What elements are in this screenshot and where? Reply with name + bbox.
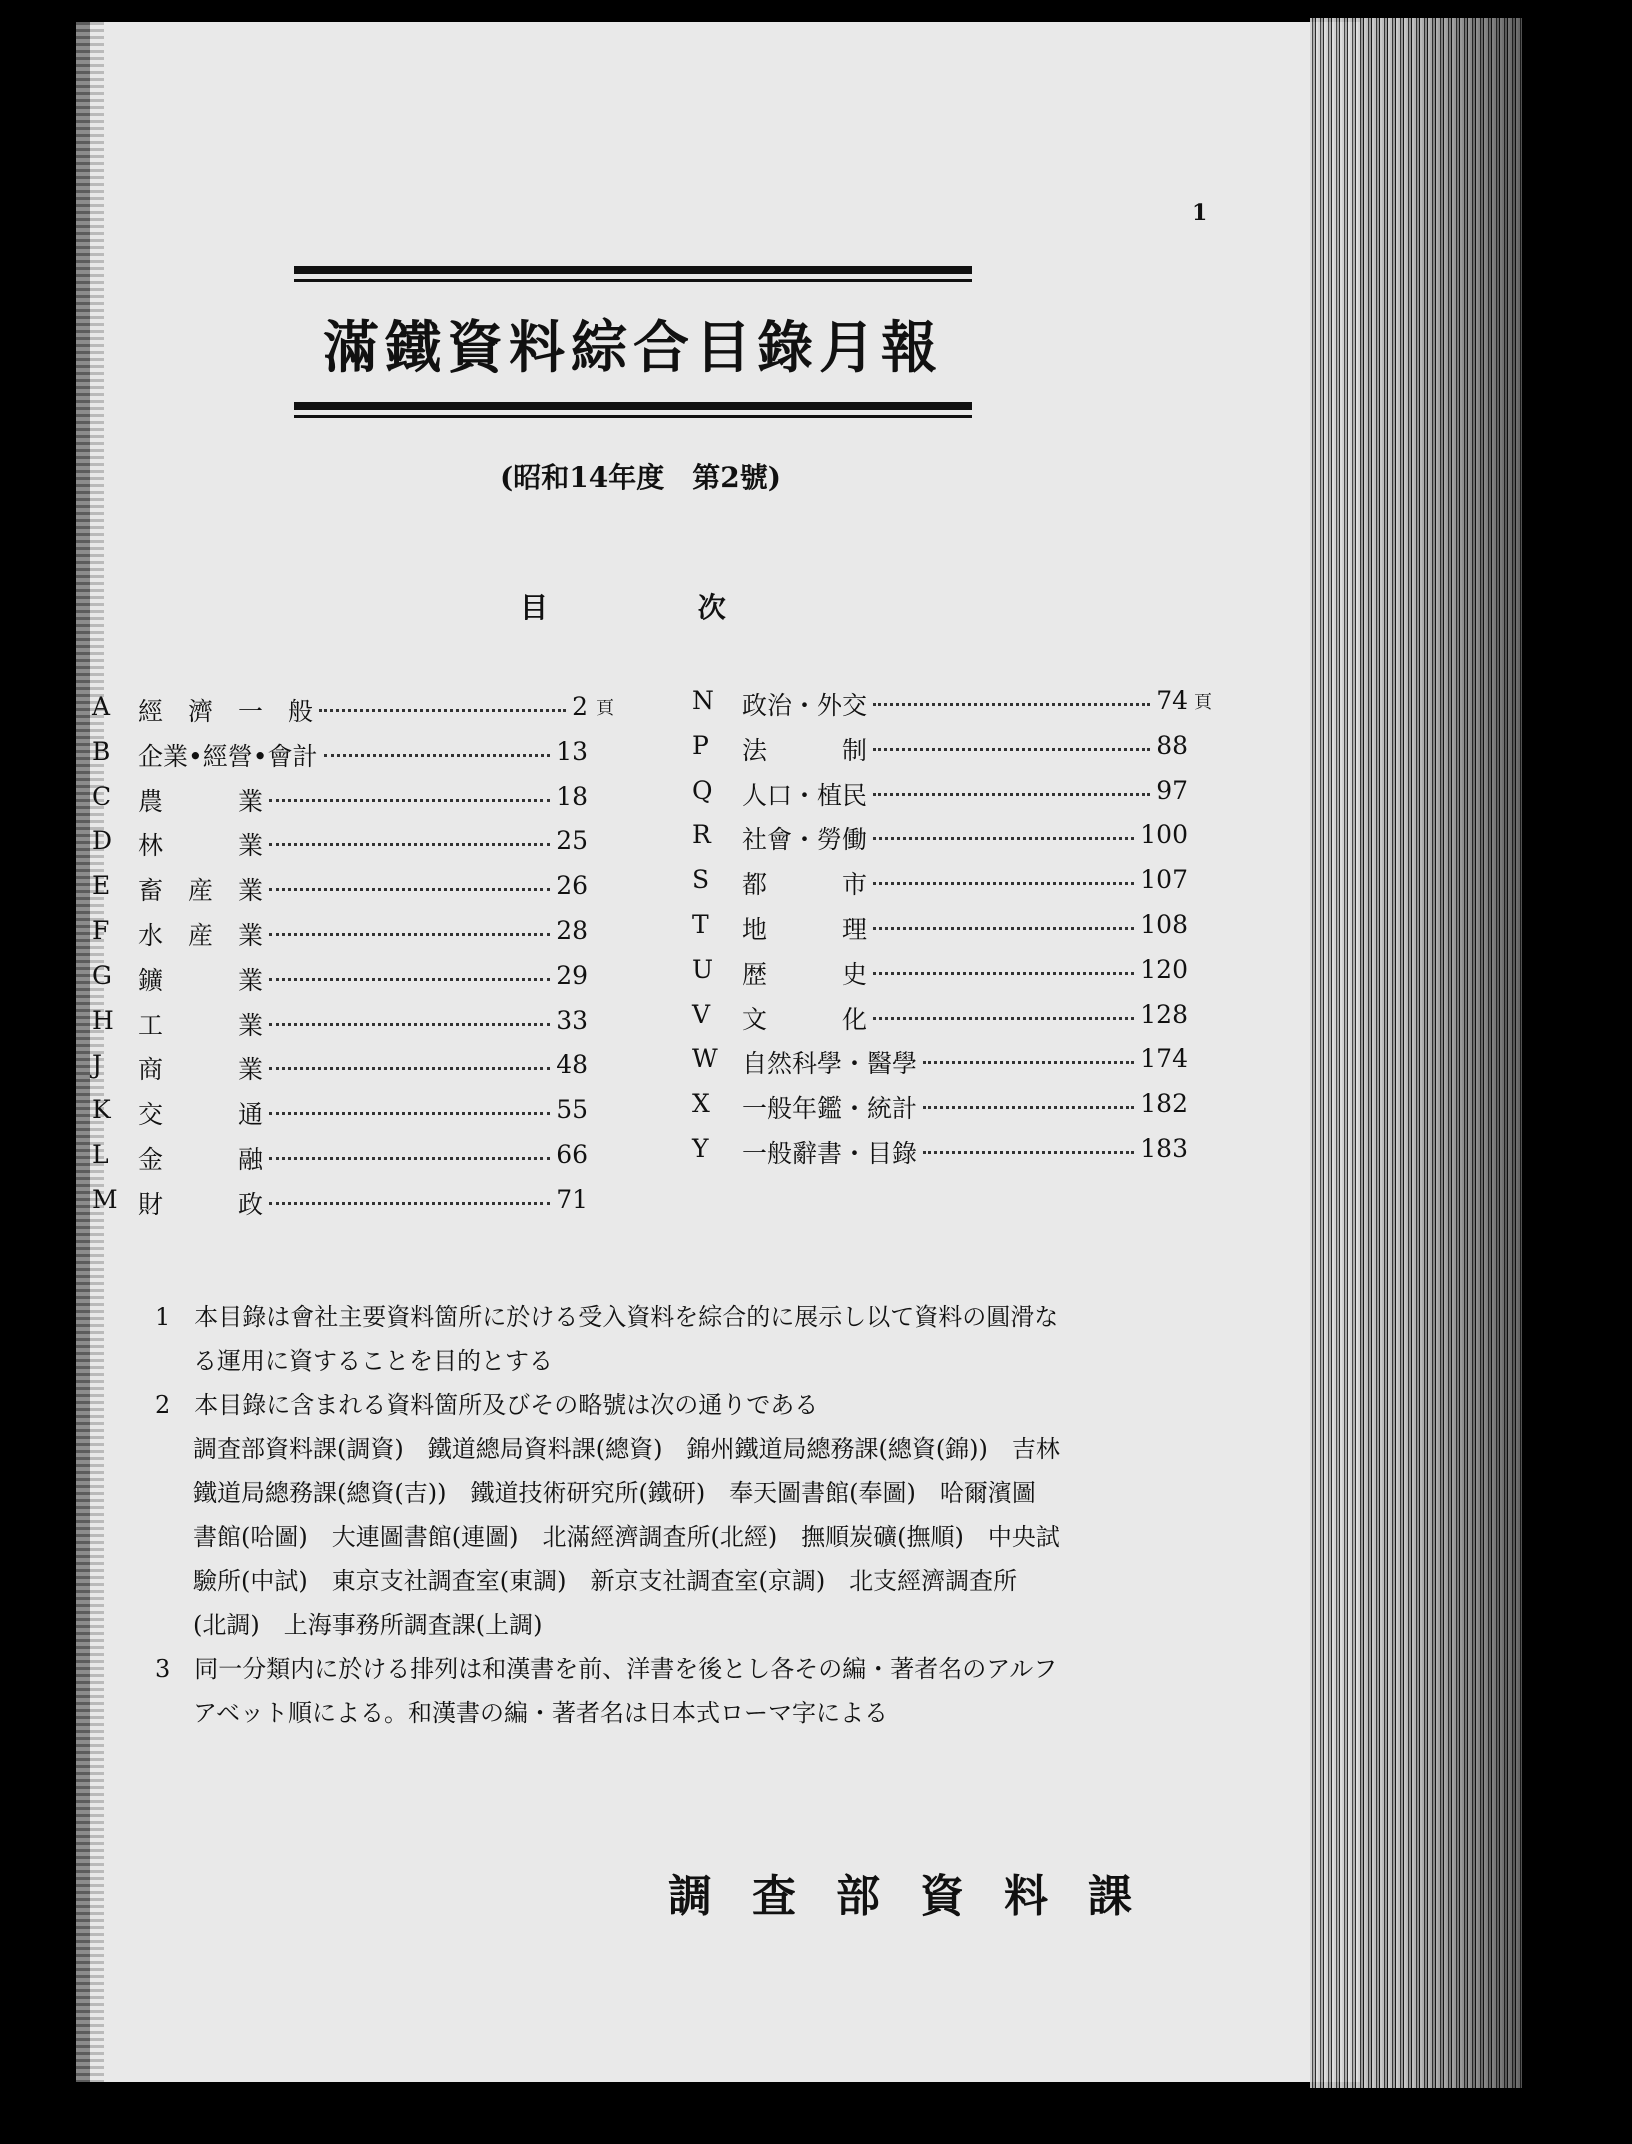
- toc-entry: [692, 955, 1212, 1000]
- toc-left-column: [92, 692, 612, 1230]
- toc-entry: [692, 865, 1212, 910]
- source-list-line-1: 調査部資料課(調資) 鐵道總局資料課(總資) 錦州鐵道局總務課(總資(錦)) 吉林: [193, 1435, 1060, 1463]
- toc-entry-letter: R: [692, 820, 711, 850]
- title-rule-top: [294, 266, 972, 274]
- toc-leader-dots: [873, 882, 1134, 885]
- toc-entry-name: 政治・外交: [742, 691, 868, 720]
- toc-entry-letter: T: [692, 909, 709, 939]
- toc-entry-name: 一般辭書・目錄: [742, 1138, 918, 1168]
- toc-leader-dots: [873, 703, 1150, 706]
- toc-entry: [692, 910, 1212, 955]
- toc-entry: [692, 820, 1212, 865]
- toc-entry-letter: N: [692, 686, 714, 715]
- toc-entry: [692, 1044, 1212, 1089]
- note-3-line-1: 3 同一分類内に於ける排列は和漢書を前、洋書を後とし各その編・著者名のアルフ: [155, 1655, 1058, 1683]
- toc-entry: [92, 1095, 612, 1140]
- toc-entry-name: 金 融: [138, 1144, 264, 1174]
- toc-entry-page: 108: [1140, 909, 1188, 939]
- toc-leader-dots: [319, 709, 566, 712]
- toc-leader-dots: [873, 837, 1134, 840]
- toc-entry-page: 48: [556, 1050, 588, 1080]
- toc-entry-page: 18: [556, 781, 588, 811]
- toc-entry-name: 水 産 業: [138, 920, 264, 950]
- toc-entry-name: 人口・植民: [742, 780, 868, 810]
- toc-entry: [92, 782, 612, 827]
- title-rule-bottom-thin: [294, 415, 972, 418]
- toc-entry-letter: A: [92, 692, 111, 721]
- toc-entry-name: 都 市: [742, 870, 868, 900]
- toc-entry-name: 自然科學・醫學: [742, 1049, 918, 1079]
- toc-entry-letter: L: [92, 1139, 109, 1169]
- toc-leader-dots: [269, 843, 550, 846]
- issue-label: (昭和14年度 第2號): [500, 461, 781, 494]
- book-edge-shadow: [1400, 18, 1540, 2088]
- toc-leader-dots: [269, 933, 550, 936]
- toc-entry-name: 農 業: [138, 786, 264, 816]
- toc-entry-name: 林 業: [138, 831, 264, 861]
- toc-leader-dots: [269, 799, 550, 802]
- toc-leader-dots: [873, 748, 1150, 751]
- toc-leader-dots: [873, 1017, 1134, 1020]
- toc-entry-letter: G: [92, 960, 112, 990]
- toc-entry-letter: S: [692, 865, 710, 895]
- toc-entry-page: 183: [1140, 1133, 1188, 1163]
- toc-entry-page: 74: [1156, 686, 1188, 715]
- toc-entry: [92, 1006, 612, 1051]
- toc-entry: [92, 916, 612, 961]
- contents-heading-1: 目: [520, 591, 549, 624]
- toc-entry-page: 174: [1140, 1044, 1188, 1074]
- title-rule-bottom: [294, 402, 972, 410]
- toc-entry-page: 29: [556, 960, 588, 990]
- toc-leader-dots: [873, 927, 1134, 930]
- toc-entry-name: 工 業: [138, 1010, 264, 1040]
- source-list-line-3: 書館(哈圖) 大連圖書館(連圖) 北滿經濟調査所(北經) 撫順炭礦(撫順) 中央試: [193, 1523, 1060, 1551]
- toc-entry-page: 66: [556, 1139, 588, 1169]
- toc-entry-name: 交 通: [138, 1100, 264, 1130]
- toc-entry: [692, 731, 1212, 776]
- toc-entry-name: 一般年鑑・統計: [742, 1094, 918, 1124]
- toc-entry-name: 社會・勞働: [742, 825, 868, 855]
- toc-entry-page: 97: [1156, 775, 1188, 805]
- toc-entry-name: 地 理: [742, 914, 868, 944]
- toc-entry-page: 88: [1156, 730, 1188, 760]
- toc-entry-page: 13: [556, 736, 588, 766]
- toc-entry: [692, 1000, 1212, 1045]
- department-name: 調査部資料課: [668, 1871, 1172, 1922]
- toc-entry: [92, 1185, 612, 1230]
- toc-entry-page: 2: [572, 692, 588, 721]
- toc-entry-page: 120: [1140, 954, 1188, 984]
- toc-entry-page: 28: [556, 915, 588, 945]
- toc-leader-dots: [269, 888, 550, 891]
- toc-entry: [92, 692, 612, 737]
- toc-entry-letter: U: [692, 954, 714, 984]
- toc-entry-page: 182: [1140, 1089, 1188, 1119]
- toc-leader-dots: [269, 1023, 550, 1026]
- title-block: [294, 266, 972, 418]
- toc-entry-letter: W: [692, 1044, 718, 1074]
- toc-entry: [692, 686, 1212, 731]
- toc-entry: [92, 737, 612, 782]
- toc-entry-name: 法 制: [742, 735, 868, 765]
- toc-leader-dots: [923, 1151, 1134, 1154]
- note-3-line-2: アベット順による。和漢書の編・著者名は日本式ローマ字による: [193, 1699, 889, 1727]
- toc-entry-letter: J: [92, 1050, 103, 1080]
- toc-entry-name: 經 濟 一 般: [138, 697, 314, 726]
- toc-entry-letter: Q: [692, 775, 713, 805]
- toc-leader-dots: [873, 793, 1150, 796]
- toc-leader-dots: [269, 1112, 550, 1115]
- contents-heading-2: 次: [697, 591, 726, 624]
- toc-entry: [92, 871, 612, 916]
- toc-leader-dots: [923, 1106, 1134, 1109]
- toc-leader-dots: [873, 972, 1134, 975]
- contents-heading: [520, 586, 726, 626]
- notes-section: [155, 1295, 1145, 1735]
- toc-page-unit: 頁: [1194, 692, 1212, 713]
- toc-entry-letter: C: [92, 781, 112, 811]
- toc-entry-letter: X: [692, 1089, 710, 1119]
- toc-entry: [92, 826, 612, 871]
- toc-entry-name: 文 化: [742, 1004, 868, 1034]
- toc-entry-letter: B: [92, 736, 111, 766]
- toc-entry-page: 25: [556, 826, 588, 856]
- toc-entry: [92, 1050, 612, 1095]
- document-title: 滿鐵資料綜合目錄月報: [323, 315, 943, 381]
- toc-entry-name: 歴 史: [742, 959, 868, 989]
- toc-entry-letter: D: [92, 826, 113, 856]
- toc-entry-page: 33: [556, 1005, 588, 1035]
- toc-entry-page: 128: [1140, 999, 1188, 1029]
- toc-entry-page: 71: [556, 1184, 588, 1214]
- source-list-line-2: 鐵道局總務課(總資(吉)) 鐵道技術研究所(鐵研) 奉天圖書館(奉圖) 哈爾濱圖: [193, 1479, 1036, 1507]
- toc-entry-page: 107: [1140, 865, 1188, 895]
- toc-entry-name: 畜 産 業: [138, 876, 264, 906]
- toc-leader-dots: [269, 978, 550, 981]
- toc-entry-page: 100: [1140, 820, 1188, 850]
- toc-entry-letter: V: [692, 999, 711, 1029]
- toc-leader-dots: [269, 1157, 550, 1160]
- toc-entry: [92, 961, 612, 1006]
- source-list-line-5: (北調) 上海事務所調査課(上調): [193, 1611, 543, 1639]
- toc-entry-letter: Y: [692, 1133, 709, 1163]
- note-1-line-1: 1 本目錄は會社主要資料箇所に於ける受入資料を綜合的に展示し以て資料の圓滑な: [155, 1303, 1059, 1331]
- toc-leader-dots: [923, 1061, 1134, 1064]
- toc-entry-letter: M: [92, 1184, 118, 1214]
- toc-entry: [692, 1089, 1212, 1134]
- note-2: 2 本目錄に含まれる資料箇所及びその略號は次の通りである: [155, 1391, 819, 1419]
- toc-entry-name: 財 政: [138, 1189, 264, 1219]
- toc-entry: [692, 776, 1212, 821]
- toc-right-column: [692, 686, 1212, 1179]
- toc-entry-name: 企業•經營•會計: [138, 741, 318, 771]
- toc-entry-letter: P: [692, 730, 709, 760]
- toc-leader-dots: [269, 1202, 550, 1205]
- toc-entry-letter: E: [92, 871, 111, 901]
- toc-entry: [92, 1140, 612, 1185]
- toc-entry-name: 鑛 業: [138, 965, 264, 995]
- toc-entry-letter: H: [92, 1005, 114, 1035]
- toc-entry-letter: K: [92, 1095, 111, 1125]
- toc-leader-dots: [269, 1067, 550, 1070]
- source-list-line-4: 驗所(中試) 東京支社調査室(東調) 新京支社調査室(京調) 北支經濟調査所: [193, 1567, 1018, 1595]
- toc-entry-letter: F: [92, 915, 110, 945]
- toc-page-unit: 頁: [596, 698, 614, 719]
- toc-entry-page: 26: [556, 871, 588, 901]
- toc-entry: [692, 1134, 1212, 1179]
- toc-entry-name: 商 業: [138, 1055, 264, 1085]
- page-number: 1: [1192, 200, 1208, 226]
- note-1-line-2: る運用に資することを目的とする: [193, 1347, 553, 1375]
- toc-leader-dots: [324, 754, 551, 757]
- toc-entry-page: 55: [556, 1095, 588, 1125]
